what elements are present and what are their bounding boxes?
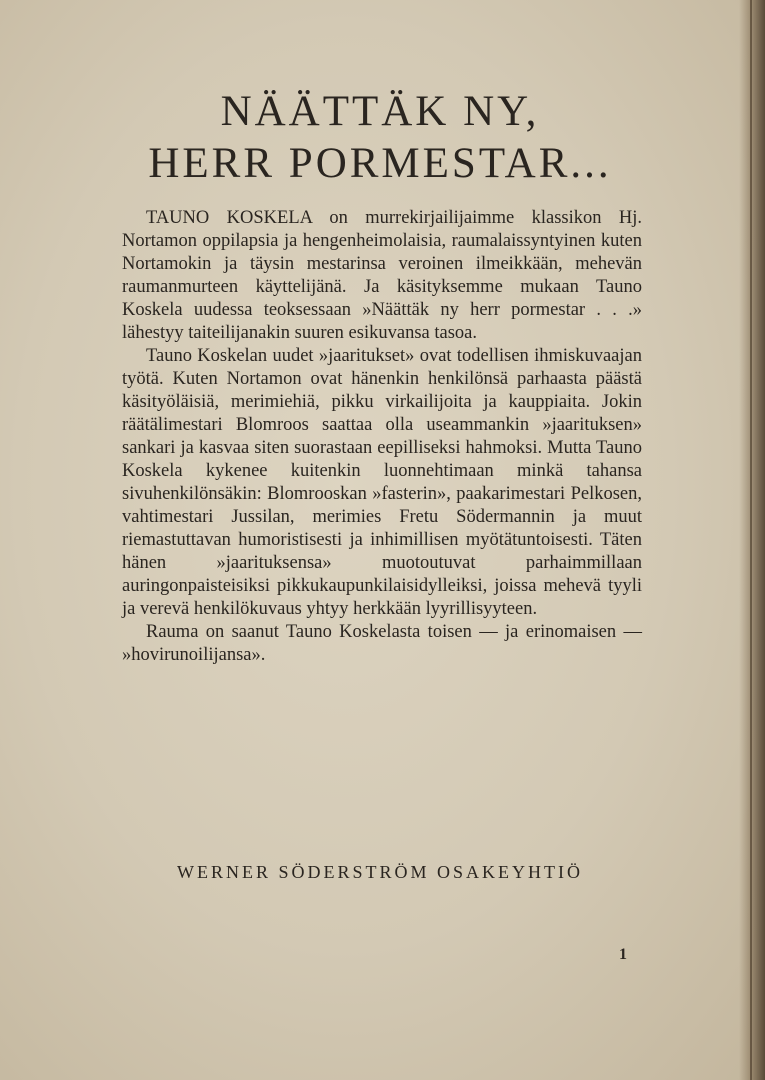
page-edge-line	[750, 0, 752, 1080]
body-text	[122, 207, 642, 667]
publisher-name: WERNER SÖDERSTRÖM OSAKEYHTIÖ	[176, 862, 583, 882]
paragraph-3: Rauma on saanut Tauno Koskelasta toisen — ja erinomaisen — »hovirunoilijansa».	[122, 622, 642, 665]
paragraph-1: TAUNO KOSKELA on murrekirjailijaimme klassikon Hj. Nortamon oppilapsia ja hengenheimolaisia, raumalaissyntyinen kuten Nortamokin ja täysin mestarinsa veroinen ilmeikkään, mehevän raumanmurteen käyttelijänä. Ja käsityksemme mukaan Tauno Koskela uudessa teoksessaan »Näättäk ny herr pormestar . . .» lähestyy taiteilijanakin suuren esikuvansa tasoa.	[122, 208, 642, 343]
page-title	[120, 86, 640, 190]
paragraph-2: Tauno Koskelan uudet »jaaritukset» ovat todellisen ihmiskuvaajan työtä. Kuten Nortamon ovat hänenkin henkilönsä parhaasta päästä käsityöläisiä, merimiehiä, pikku virkailijoita ja kauppiaita. Jokin räätälimestari Blomroos saattaa olla useammankin »jaarituksen» sankari ja kasvaa siten suorastaan eepilliseksi hahmoksi. Mutta Tauno Koskela kykenee kuitenkin luonnehtimaan minkä tahansa sivuhenkilönsäkin: Blomrooskan »fasterin», paakarimestari Pelkosen, vahtimestari Jussilan, merimies Fretu Södermannin ja muut riemastuttavan humoristisesti ja inhimillisen myötätuntoisesti. Täten hänen »jaarituksensa» muotoutuvat parhaimmillaan auringonpaisteisiksi pikkukaupunkilaisidylleiksi, joissa mehevä tyyli ja verevä henkilökuvaus yhtyy herkkään lyyrillisyyteen.	[122, 346, 642, 619]
page-number: 1	[619, 946, 627, 963]
title-line-2: HERR PORMESTAR...	[148, 140, 612, 187]
page-edge-shadow	[739, 0, 765, 1080]
title-line-1: NÄÄTTÄK NY,	[220, 88, 540, 135]
